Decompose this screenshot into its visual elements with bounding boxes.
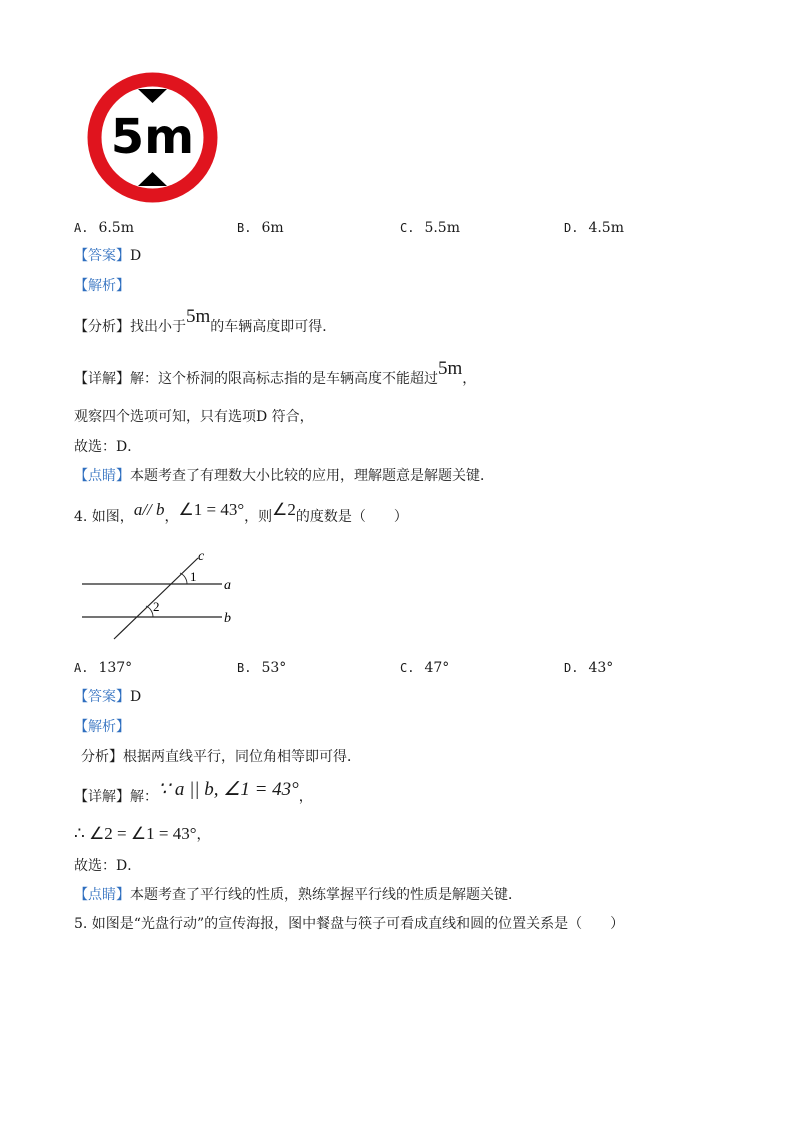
q5-question: 5. 如图是“光盘行动”的宣传海报，图中餐盘与筷子可看成直线和圆的位置关系是（ ）: [74, 916, 625, 932]
height-limit-sign: [86, 71, 219, 204]
q3-comment: 【点睛】本题考查了有理数大小比较的应用，理解题意是解题关键．: [74, 468, 494, 484]
label-a: a: [224, 578, 231, 593]
q3-fenxi: 【分析】找出小于5m的车辆高度即可得．: [74, 306, 337, 335]
q3-analysis-tag: 【解析】: [74, 278, 130, 294]
label-1: 1: [190, 569, 197, 584]
q3-option-b: B. 6m: [237, 220, 284, 236]
q4-answer: 【答案】D: [74, 689, 142, 705]
q4-comment: 【点睛】本题考查了平行线的性质，熟练掌握平行线的性质是解题关键．: [74, 887, 522, 903]
q4-analysis-tag: 【解析】: [74, 719, 130, 735]
q3-answer: 【答案】D: [74, 248, 142, 264]
q4-detail: 【详解】解：∵ a || b, ∠1 = 43°，: [74, 779, 313, 805]
q4-option-d: D. 43°: [564, 660, 614, 676]
label-b: b: [224, 611, 231, 626]
q4-question: 4. 如图，a// b，∠1 = 43°，则∠2的度数是（ ）: [74, 500, 408, 525]
q3-observe: 观察四个选项可知，只有选项D 符合，: [74, 409, 314, 425]
q4-option-c: C. 47°: [400, 660, 450, 676]
label-c: c: [198, 549, 205, 564]
label-2: 2: [153, 599, 160, 614]
q3-option-d: D. 4.5m: [564, 220, 624, 236]
q3-detail: 【详解】解：这个桥洞的限高标志指的是车辆高度不能超过5m，: [74, 358, 477, 387]
q4-option-a: A. 137°: [74, 660, 133, 676]
q3-choose: 故选：D．: [74, 439, 142, 455]
parallel-lines-figure: [80, 548, 240, 643]
q4-therefore: ∴ ∠2 = ∠1 = 43°，: [74, 824, 211, 843]
sign-text: 5m: [110, 109, 195, 165]
q4-choose: 故选：D．: [74, 858, 142, 874]
q4-option-b: B. 53°: [237, 660, 287, 676]
q4-fenxi: 分析】根据两直线平行，同位角相等即可得．: [81, 749, 361, 765]
q3-option-a: A. 6.5m: [74, 220, 134, 236]
q3-option-c: C. 5.5m: [400, 220, 460, 236]
